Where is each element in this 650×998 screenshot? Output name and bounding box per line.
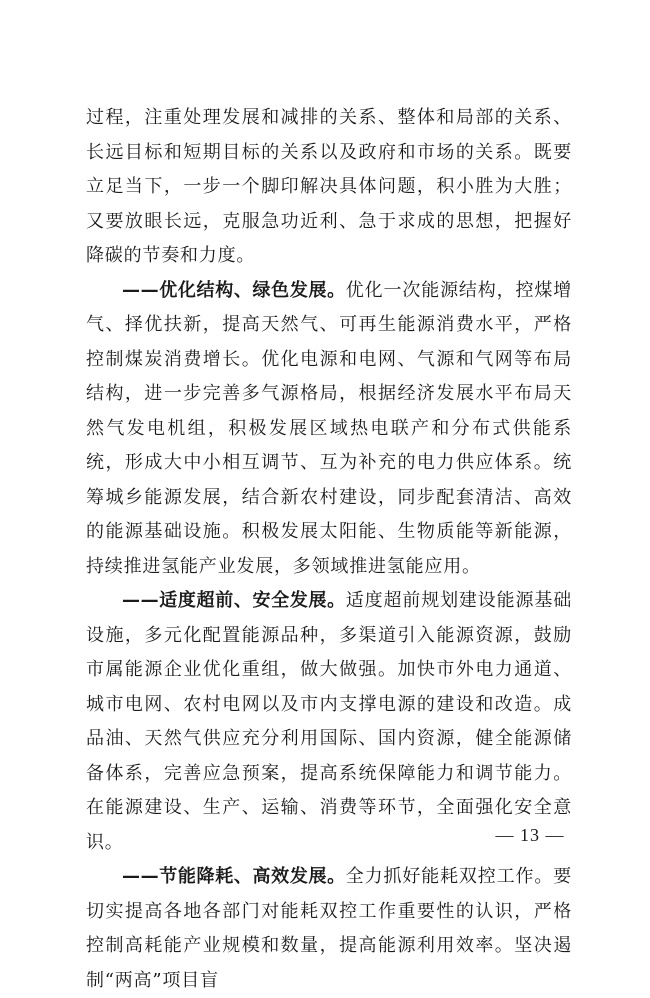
paragraph-4-text: 全力抓好能耗双控工作。要切实提高各地各部门对能耗双控工作重要性的认识，严格控制高耗能产业规模和数量，提高能源利用效率。坚决遏制“两高”项目盲 [86,866,572,991]
paragraph-2-heading: ——优化结构、绿色发展。 [122,279,346,301]
paragraph-1 [86,101,572,274]
body-text [86,101,572,998]
paragraph-1-text: 过程，注重处理发展和减排的关系、整体和局部的关系、长远目标和短期目标的关系以及政府和市场的关系。既要立足当下，一步一个脚印解决具体问题，积小胜为大胜；又要放眼长远，克服急功近利、急于求成的思想，把握好降碳的节奏和力度。 [86,107,572,266]
paragraph-2-text: 优化一次能源结构，控煤增气、择优扶新，提高天然气、可再生能源消费水平，严格控制煤炭消费增长。优化电源和电网、气源和气网等布局结构，进一步完善多气源格局，根据经济发展水平布局天然气发电机组，积极发展区域热电联产和分布式供能系统，形成大中小相互调节、互为补充的电力供应体系。统筹城乡能源发展，结合新农村建设，同步配套清洁、高效的能源基础设施。积极发展太阳能、生物质能等新能源，持续推进氢能产业发展，多领域推进氢能应用。 [86,279,572,577]
paragraph-2 [86,274,572,585]
paragraph-4-heading: ——节能降耗、高效发展。 [122,866,346,887]
page-number: — 13 — [495,825,565,845]
paragraph-3-text: 适度超前规划建设能源基础设施，多元化配置能源品种，多渠道引入能源资源，鼓励市属能源企业优化重组，做大做强。加快市外电力通道、城市电网、农村电网以及市内支撑电源的建设和改造。成品油、天然气供应充分利用国际、国内资源，健全能源储备体系，完善应急预案，提高系统保障能力和调节能力。在能源建设、生产、运输、消费等环节，全面强化安全意识。 [86,590,572,853]
paragraph-3 [86,584,572,860]
paragraph-3-heading: ——适度超前、安全发展。 [122,590,346,611]
paragraph-4 [86,860,572,998]
